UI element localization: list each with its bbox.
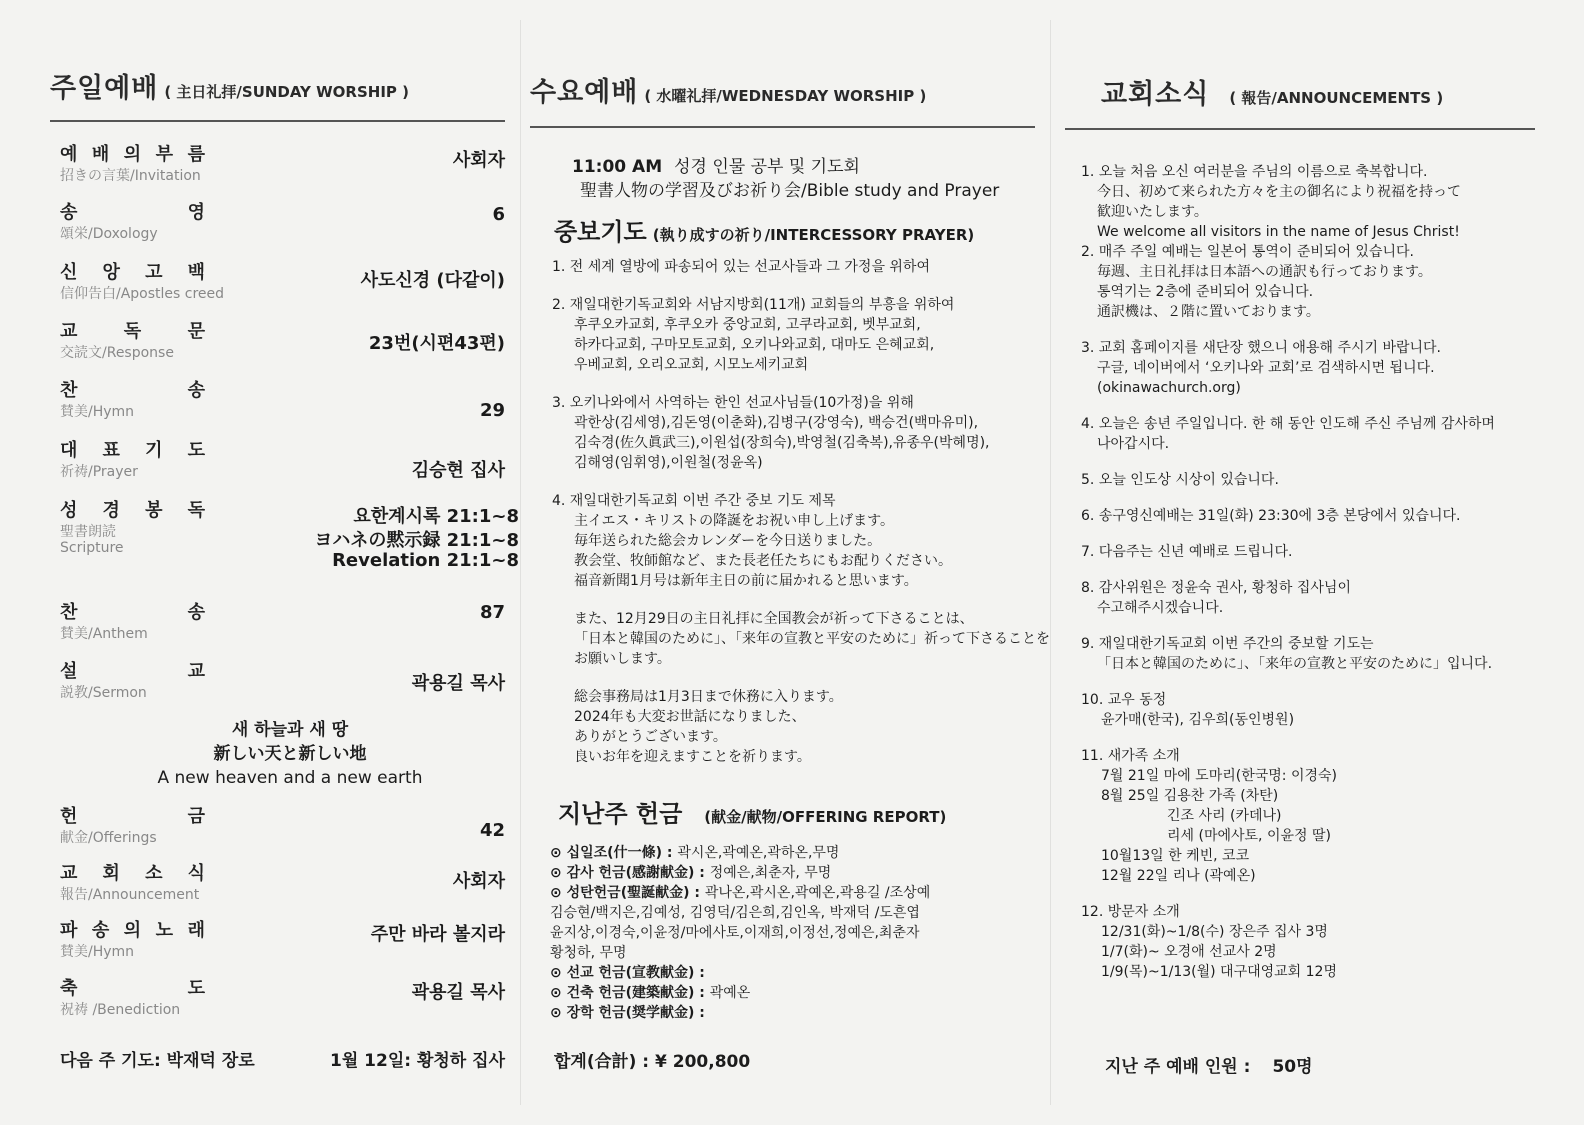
offering-category: ⊙ 감사 헌금(感謝献金) : xyxy=(550,865,710,881)
prayer-line: 「日本と韓国のために」、「来年の宣教と平安のために」祈って下さることを xyxy=(574,631,1050,647)
announcement-line: 8월 25일 김용찬 가족 (차탄) xyxy=(1101,788,1279,804)
announcement-line xyxy=(1081,490,1535,506)
offering-row xyxy=(550,923,1035,943)
announcement-line: 구글, 네이버에서 ‘오키나와 교회’로 검색하시면 됩니다. xyxy=(1097,360,1435,376)
offering-category: ⊙ 선교 헌금(宣教献金) : xyxy=(550,965,705,981)
service-item-value: 곽용길 목사 xyxy=(411,673,505,694)
announcement-line xyxy=(1081,886,1535,902)
wednesday-subtitle: ( 水曜礼拝/WEDNESDAY WORSHIP ) xyxy=(644,87,927,105)
announcement-line: 12. 방문자 소개 xyxy=(1081,904,1180,920)
sermon-title-ko: 새 하늘과 새 땅 xyxy=(231,720,349,740)
prayer-line: 김해영(임휘영),이원철(정윤옥) xyxy=(574,455,763,471)
prayer-line: 3. 오키나와에서 사역하는 한인 선교사님들(10가정)을 위해 xyxy=(552,395,914,411)
announcement-line: 나아갑시다. xyxy=(1097,436,1170,452)
service-item xyxy=(60,657,505,707)
offering-names: 곽시온,곽예온,곽하온,무명 xyxy=(677,845,840,861)
service-item xyxy=(60,802,505,852)
service-item-name: 설 교 xyxy=(60,661,205,682)
service-item-name: 파 송 의 노 래 xyxy=(60,920,205,941)
announcement-line: 11. 새가족 소개 xyxy=(1081,748,1180,764)
announcement-line: 3. 교회 홈페이지를 새단장 했으니 애용해 주시기 바랍니다. xyxy=(1081,340,1442,356)
offering-row xyxy=(550,1003,1035,1023)
prayer-line: 教会堂、牧師館など、また長老任たちにもお配りください。 xyxy=(574,553,952,569)
service-item xyxy=(60,198,505,248)
service-item xyxy=(60,436,505,486)
service-item-jp: 交読文/Response xyxy=(60,345,174,361)
announcement-line: 10월13일 한 케빈, 코코 xyxy=(1101,848,1250,864)
service-item xyxy=(60,140,505,190)
offering-title: 지난주 헌금 xyxy=(558,800,683,828)
service-item-jp: 聖書朗読 xyxy=(60,524,116,540)
announcement-line: 2. 매주 주일 예배는 일본어 통역이 준비되어 있습니다. xyxy=(1081,244,1414,260)
service-item-name: 교 독 문 xyxy=(60,321,205,342)
service-item-value: 사회자 xyxy=(452,150,505,171)
sunday-header xyxy=(50,66,505,105)
attendance-label: 지난 주 예배 인원 : xyxy=(1105,1057,1251,1077)
offering-list xyxy=(550,843,1035,1023)
sermon-title xyxy=(100,718,480,790)
announcement-line: (okinawachurch.org) xyxy=(1097,380,1241,396)
service-item xyxy=(60,859,505,909)
service-item-name: 교 회 소 식 xyxy=(60,863,205,884)
announcement-line: 5. 오늘 인도상 시상이 있습니다. xyxy=(1081,472,1279,488)
offering-row xyxy=(550,943,1035,963)
announcement-line: 9. 재일대한기독교회 이번 주간의 중보할 기도는 xyxy=(1081,636,1374,652)
announcement-line: 수고해주시겠습니다. xyxy=(1097,600,1224,616)
service-item xyxy=(60,916,505,966)
service-item-jp: 献金/Offerings xyxy=(60,830,157,846)
wednesday-divider xyxy=(530,126,1035,128)
scripture-reference: ヨハネの黙示録 21:1~8 xyxy=(314,530,519,551)
prayer-line xyxy=(552,473,1035,491)
service-item-name: 대 표 기 도 xyxy=(60,440,205,461)
announcement-line: We welcome all visitors in the name of Jesus Christ! xyxy=(1097,224,1460,240)
service-item-value: 곽용길 목사 xyxy=(411,982,505,1003)
service-item-value: 주만 바라 볼지라 xyxy=(370,924,505,945)
sunday-divider xyxy=(50,120,505,122)
next-prayer-date: 1월 12일: 황청하 집사 xyxy=(330,1051,505,1071)
prayer-line: 2. 재일대한기독교회와 서남지방회(11개) 교회들의 부흥을 위하여 xyxy=(552,297,955,313)
announcement-line: 通訳機は、２階に置いております。 xyxy=(1097,304,1320,320)
service-item-jp: 招きの言葉/Invitation xyxy=(60,168,201,184)
attendance-value: 50명 xyxy=(1272,1057,1313,1077)
offering-names: 김승현/백지은,김예성, 김영덕/김은희,김인옥, 박재덕 /도흔엽 xyxy=(550,905,920,921)
announcements-divider xyxy=(1065,128,1535,130)
announcement-line: 12월 22일 리나 (곽예온) xyxy=(1101,868,1256,884)
wednesday-time: 11:00 AM xyxy=(572,157,663,177)
wednesday-column xyxy=(530,0,1050,1125)
announcement-line: 10. 교우 동정 xyxy=(1081,692,1167,708)
service-item xyxy=(60,496,519,571)
announcement-line: 윤가매(한국), 김우희(동인병원) xyxy=(1101,712,1295,728)
sermon-title-jp: 新しい天と新しい地 xyxy=(213,744,367,764)
service-item-value: 사회자 xyxy=(452,871,505,892)
announcement-line: 8. 감사위원은 정윤숙 권사, 황청하 집사님이 xyxy=(1081,580,1351,596)
announcement-line xyxy=(1081,454,1535,470)
prayer-line: 主イエス・キリストの降誕をお祝い申し上げます。 xyxy=(574,513,895,529)
prayer-line: お願いします。 xyxy=(574,651,671,667)
offering-category: ⊙ 성탄헌금(聖誕献金) : xyxy=(550,885,705,901)
service-item-jp: 説教/Sermon xyxy=(60,685,147,701)
prayer-line: 良いお年を迎えますことを祈ります。 xyxy=(574,749,811,765)
intercessory-subtitle: (執り成すの祈り/INTERCESSORY PRAYER) xyxy=(652,226,975,244)
service-item xyxy=(60,598,505,648)
offering-row xyxy=(550,903,1035,923)
offering-category: ⊙ 십일조(什一條) : xyxy=(550,845,678,861)
announcements-subtitle: ( 報告/ANNOUNCEMENTS ) xyxy=(1229,89,1444,107)
announcements-title: 교회소식 xyxy=(1101,79,1210,110)
announcement-line: 1/7(화)~ 오경애 선교사 2명 xyxy=(1101,944,1277,960)
sunday-worship-column xyxy=(50,0,519,1125)
offering-names: 윤지상,이경숙,이윤정/마에사토,이재희,이정선,정예은,최춘자 xyxy=(550,925,920,941)
offering-row xyxy=(550,843,1035,863)
prayer-line: 毎年送られた総会カレンダーを今日送りました。 xyxy=(574,533,882,549)
service-item-jp: 信仰告白/Apostles creed xyxy=(60,286,225,302)
announcement-line: 毎週、主日礼拝は日本語への通訳も行っております。 xyxy=(1097,264,1432,280)
prayer-line: 1. 전 세계 열방에 파송되어 있는 선교사들과 그 가정을 위하여 xyxy=(552,259,930,275)
announcement-line xyxy=(1081,398,1535,414)
announcement-line: 7월 21일 마에 도마리(한국명: 이경숙) xyxy=(1101,768,1337,784)
prayer-line xyxy=(552,277,1035,295)
announcement-line: 今日、初めて来られた方々を主の御名により祝福を持って xyxy=(1097,184,1461,200)
service-item-value: 요한계시록 21:1~8 xyxy=(353,506,519,527)
announcement-line xyxy=(1081,526,1535,542)
service-item-jp: 賛美/Hymn xyxy=(60,404,135,420)
announcement-line xyxy=(1081,618,1535,634)
offering-total: 합계(合計) : ¥ 200,800 xyxy=(554,1052,751,1072)
announcement-line: 12/31(화)~1/8(수) 장은주 집사 3명 xyxy=(1101,924,1328,940)
announcement-line: 통역기는 2층에 준비되어 있습니다. xyxy=(1097,284,1314,300)
announcement-line xyxy=(1081,730,1535,746)
announcement-line: 4. 오늘은 송년 주일입니다. 한 해 동안 인도해 주신 주님께 감사하며 xyxy=(1081,416,1495,432)
prayer-line xyxy=(552,591,1035,609)
prayer-line xyxy=(552,375,1035,393)
sunday-subtitle: ( 主日礼拝/SUNDAY WORSHIP ) xyxy=(164,83,409,101)
announcement-line: 歓迎いたします。 xyxy=(1097,204,1208,220)
wednesday-desc: 성경 인물 공부 및 기도회 xyxy=(674,157,860,177)
service-item xyxy=(60,258,505,308)
prayer-line: 하카다교회, 구마모토교회, 오키나와교회, 대마도 은혜교회, xyxy=(574,337,935,353)
announcement-line: 1. 오늘 처음 오신 여러분을 주님의 이름으로 축복합니다. xyxy=(1081,164,1428,180)
wednesday-time-line xyxy=(572,152,860,177)
offering-row xyxy=(550,883,1035,903)
service-item-name: 헌 금 xyxy=(60,806,205,827)
announcement-line: 리세 (마에사토, 이윤정 딸) xyxy=(1167,828,1331,844)
announcement-line: 6. 송구영신예배는 31일(화) 23:30에 3층 본당에서 있습니다. xyxy=(1081,508,1461,524)
service-item xyxy=(60,317,505,367)
wednesday-header xyxy=(530,70,1035,109)
offering-names: 정예은,최춘자, 무명 xyxy=(709,865,832,881)
next-week-prayer xyxy=(60,1046,505,1071)
wednesday-title: 수요예배 xyxy=(530,77,639,108)
sunday-title: 주일예배 xyxy=(50,73,159,104)
intercessory-prayer-list xyxy=(552,257,1050,767)
sermon-title-en: A new heaven and a new earth xyxy=(157,768,423,788)
fold-line-right xyxy=(1050,20,1051,1105)
service-item-name: 예 배 의 부 름 xyxy=(60,144,205,165)
service-item-name: 송 영 xyxy=(60,202,205,223)
service-item-value: 사도신경 (다같이) xyxy=(360,270,505,291)
service-item-name: 찬 송 xyxy=(60,380,205,401)
offering-row xyxy=(550,963,1035,983)
announcements-header xyxy=(1101,72,1535,111)
scripture-reference: Revelation 21:1~8 xyxy=(332,550,519,571)
prayer-line: 곽한상(김세영),김돈영(이춘화),김병구(강영숙), 백승건(백마유미), xyxy=(574,415,979,431)
service-item-name: 찬 송 xyxy=(60,602,205,623)
service-item-jp: 賛美/Hymn xyxy=(60,944,135,960)
offering-names: 곽나온,곽시온,곽예온,곽용길 /조상예 xyxy=(704,885,931,901)
service-item xyxy=(60,974,505,1024)
service-item-value: 42 xyxy=(479,820,505,841)
prayer-line: 総会事務局は1月3日まで休務に入ります。 xyxy=(574,689,843,705)
service-item-name: 성 경 봉 독 xyxy=(60,500,205,521)
offering-row xyxy=(550,983,1035,1003)
attendance xyxy=(1105,1052,1313,1077)
announcement-line xyxy=(1081,562,1535,578)
announcement-line xyxy=(1081,674,1535,690)
offering-subtitle: (献金/献物/OFFERING REPORT) xyxy=(704,808,947,826)
service-item-name: 축 도 xyxy=(60,978,205,999)
service-item-jp: 賛美/Anthem xyxy=(60,626,148,642)
service-item xyxy=(60,376,505,426)
service-item-value: 6 xyxy=(492,204,505,225)
offering-names: 곽예온 xyxy=(709,985,751,1001)
next-prayer-leader: 다음 주 기도: 박재덕 장로 xyxy=(60,1051,255,1071)
announcement-line: 긴조 사리 (카데나) xyxy=(1167,808,1282,824)
prayer-line: 2024年も大変お世話になりました、 xyxy=(574,709,806,725)
service-item-en: Scripture xyxy=(60,540,124,556)
prayer-line: 후쿠오카교회, 후쿠오카 중앙교회, 고쿠라교회, 벳부교회, xyxy=(574,317,921,333)
prayer-line xyxy=(552,669,1035,687)
offering-category: ⊙ 장학 헌금(奨学献金) : xyxy=(550,1005,705,1021)
service-item-value: 29 xyxy=(479,400,505,421)
prayer-line: また、12月29日の主日礼拝に全国教会が祈って下さることは、 xyxy=(574,611,974,627)
service-item-name: 신 앙 고 백 xyxy=(60,262,205,283)
intercessory-header xyxy=(554,212,974,247)
prayer-line: 우베교회, 오리오교회, 시모노세키교회 xyxy=(574,357,809,373)
service-item-jp: 祈祷/Prayer xyxy=(60,464,138,480)
offering-row xyxy=(550,863,1035,883)
announcement-line: 1/9(목)~1/13(월) 대구대영교회 12명 xyxy=(1101,964,1337,980)
intercessory-title: 중보기도 xyxy=(554,218,647,246)
prayer-line: ありがとうございます。 xyxy=(574,729,727,745)
service-item-jp: 報告/Announcement xyxy=(60,887,200,903)
prayer-line: 김숙경(佐久眞武三),이원섭(장희숙),박영철(김축복),유종우(박혜명), xyxy=(574,435,990,451)
offering-category: ⊙ 건축 헌금(建築献金) : xyxy=(550,985,710,1001)
announcement-line: 7. 다음주는 신년 예배로 드립니다. xyxy=(1081,544,1293,560)
prayer-line: 4. 재일대한기독교회 이번 주간 중보 기도 제목 xyxy=(552,493,836,509)
prayer-line: 福音新聞1月号は新年主日の前に届かれると思います。 xyxy=(574,573,918,589)
service-item-value: 87 xyxy=(479,602,505,623)
announcements-column xyxy=(1065,0,1535,1125)
offering-header xyxy=(558,794,946,829)
service-item-value: 23번(시편43편) xyxy=(368,333,505,354)
wednesday-bible-study: 聖書人物の学習及びお祈り会/Bible study and Prayer xyxy=(580,181,1000,201)
service-item-jp: 祝祷 /Benediction xyxy=(60,1002,181,1018)
announcement-line xyxy=(1081,322,1535,338)
fold-line-left xyxy=(520,20,521,1105)
announcement-line: 「日本と韓国のために」、「来年の宣教と平安のために」입니다. xyxy=(1097,656,1493,672)
offering-names: 황청하, 무명 xyxy=(550,945,627,961)
announcements-list xyxy=(1081,162,1535,982)
service-item-value: 김승현 집사 xyxy=(411,460,505,481)
service-item-jp: 頌栄/Doxology xyxy=(60,226,158,242)
